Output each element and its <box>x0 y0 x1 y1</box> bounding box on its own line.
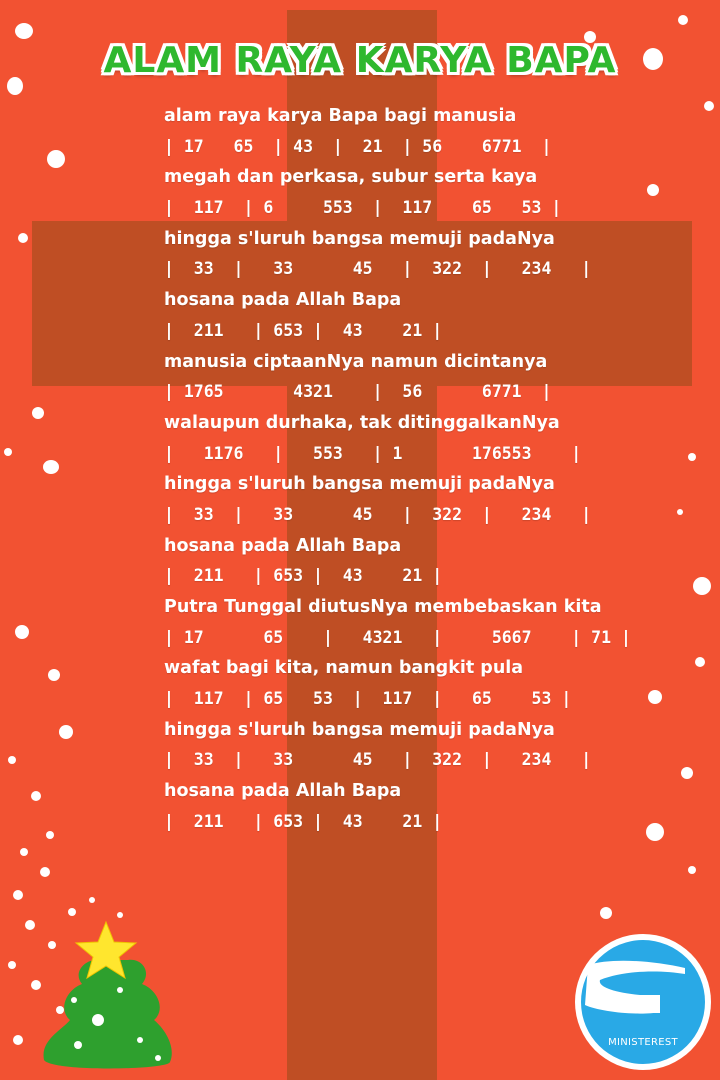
christmas-tree-icon <box>44 960 172 1069</box>
lyric-line: hosana pada Allah Bapa <box>164 781 402 802</box>
lyric-line: walaupun durhaka, tak ditinggalkanNya <box>164 412 560 433</box>
lyric-line: hosana pada Allah Bapa <box>164 535 402 556</box>
notes-line: | 33 | 33 45 | 322 | 234 | <box>164 259 592 279</box>
lyric-line: manusia ciptaanNya namun dicintanya <box>164 351 548 372</box>
notes-line: | 1765 4321 | 56 6771 | <box>164 382 552 402</box>
lyric-line: hingga s'luruh bangsa memuji padaNya <box>164 228 555 249</box>
notes-line: | 211 | 653 | 43 21 | <box>164 320 443 340</box>
notes-line: | 33 | 33 45 | 322 | 234 | <box>164 750 592 770</box>
lyric-line: hingga s'luruh bangsa memuji padaNya <box>164 474 555 495</box>
lyric-line: hingga s'luruh bangsa memuji padaNya <box>164 719 555 740</box>
song-title: ALAM RAYA KARYA BAPA <box>103 40 617 81</box>
logo-label: MINISTEREST <box>608 1037 678 1048</box>
notes-line: | 33 | 33 45 | 322 | 234 | <box>164 504 592 524</box>
notes-line: | 17 65 | 4321 | 5667 | 71 | <box>164 627 631 647</box>
lyric-line: hosana pada Allah Bapa <box>164 290 402 311</box>
notes-line: | 211 | 653 | 43 21 | <box>164 811 443 831</box>
notes-line: | 117 | 65 53 | 117 | 65 53 | <box>164 689 572 709</box>
notes-line: | 17 65 | 43 | 21 | 56 6771 | <box>164 136 552 156</box>
notes-line: | 117 | 6 553 | 117 65 53 | <box>164 198 562 218</box>
notes-line: | 211 | 653 | 43 21 | <box>164 566 443 586</box>
lyric-line: wafat bagi kita, namun bangkit pula <box>164 658 524 679</box>
lyrics-and-notes <box>164 101 684 838</box>
notes-line: | 1176 | 553 | 1 176553 | <box>164 443 582 463</box>
ministerest-logo-icon <box>575 934 711 1070</box>
lyric-line: alam raya karya Bapa bagi manusia <box>164 106 517 126</box>
lyric-line: Putra Tunggal diutusNya membebaskan kita <box>164 597 602 617</box>
lyric-line: megah dan perkasa, subur serta kaya <box>164 167 538 188</box>
